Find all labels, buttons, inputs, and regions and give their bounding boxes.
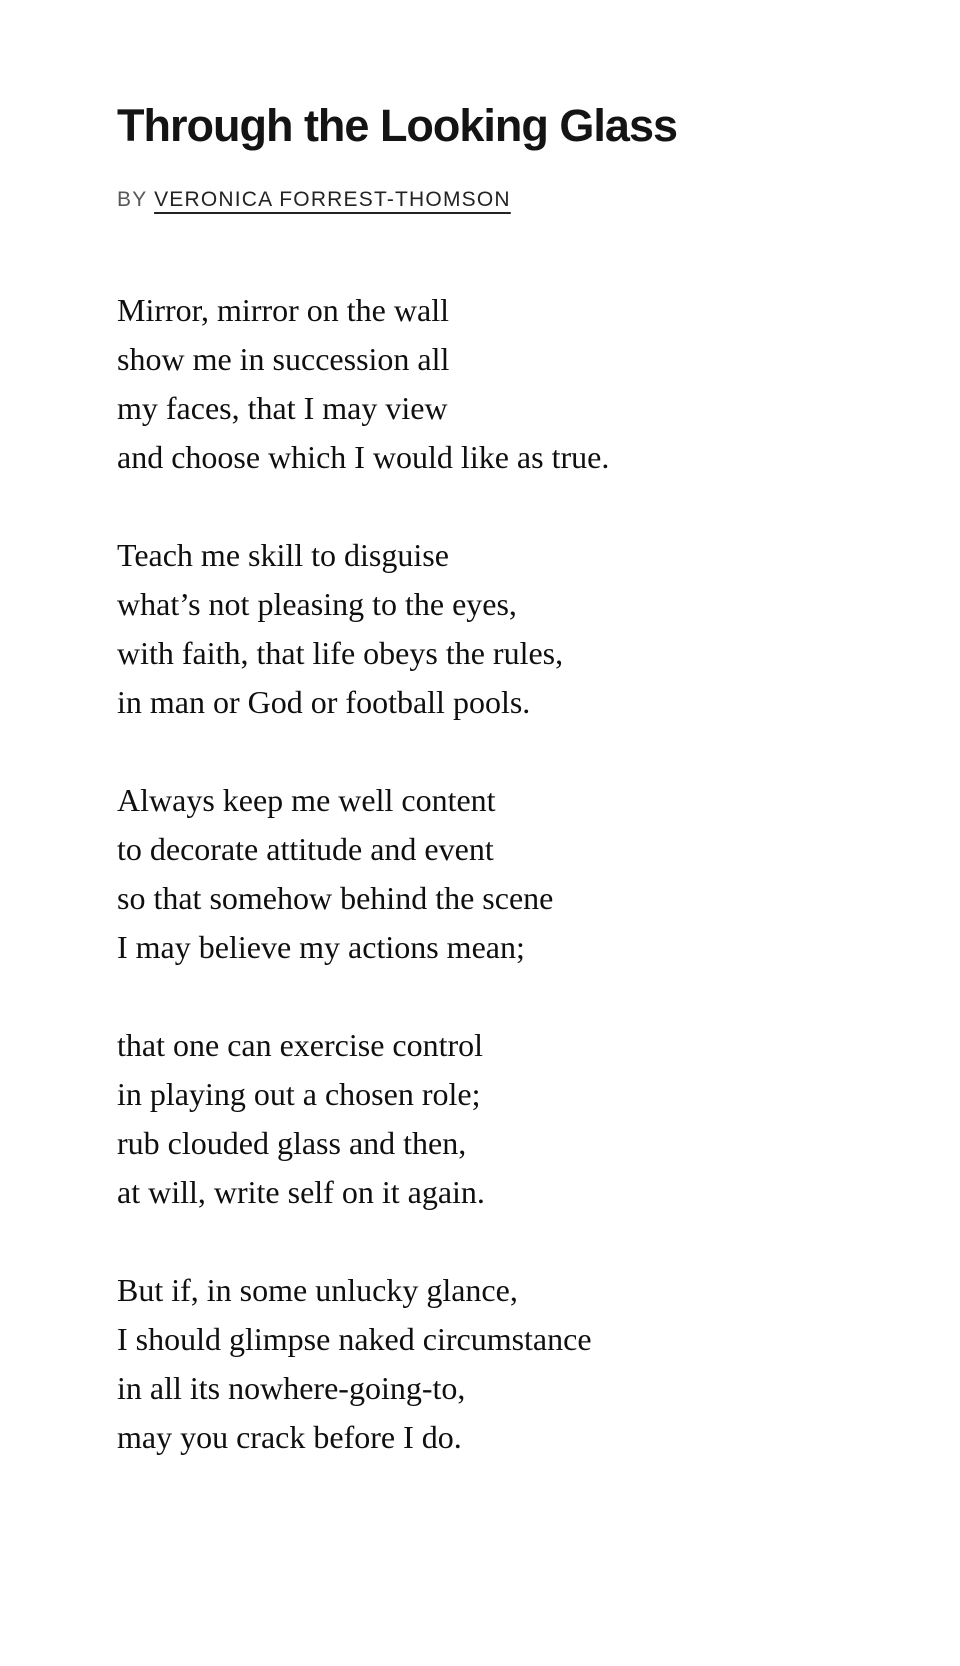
poem-title: Through the Looking Glass	[117, 100, 677, 151]
stanza-4	[117, 1021, 843, 1217]
poem-line: in all its nowhere-going-to,	[117, 1369, 466, 1406]
poem-line: what’s not pleasing to the eyes,	[117, 585, 517, 622]
author-link[interactable]: VERONICA FORREST-THOMSON	[154, 187, 511, 211]
stanza-5	[117, 1266, 843, 1462]
stanza-1	[117, 286, 843, 482]
poem-line: to decorate attitude and event	[117, 830, 494, 867]
poem-line: Teach me skill to disguise	[117, 536, 449, 573]
poem-line: that one can exercise control	[117, 1026, 484, 1063]
poem-line: Mirror, mirror on the wall	[117, 291, 449, 328]
poem-line: But if, in some unlucky glance,	[117, 1271, 518, 1308]
poem-line: so that somehow behind the scene	[117, 879, 554, 916]
poem-body	[117, 286, 843, 1462]
stanza-2	[117, 531, 843, 727]
poem-line: in playing out a chosen role;	[117, 1075, 481, 1112]
poem-line: show me in succession all	[117, 340, 450, 377]
poem-line: my faces, that I may view	[117, 389, 448, 426]
poem-line: rub clouded glass and then,	[117, 1124, 467, 1161]
poem-line: I should glimpse naked circumstance	[117, 1320, 592, 1357]
poem-line: Always keep me well content	[117, 781, 496, 818]
stanza-3	[117, 776, 843, 972]
poem-line: in man or God or football pools.	[117, 683, 531, 720]
poem-line: at will, write self on it again.	[117, 1173, 485, 1210]
poem-line: with faith, that life obeys the rules,	[117, 634, 564, 671]
byline-prefix: BY	[117, 187, 148, 211]
poem-line: may you crack before I do.	[117, 1418, 462, 1455]
poem-line: I may believe my actions mean;	[117, 928, 525, 965]
poem-line: and choose which I would like as true.	[117, 438, 610, 475]
byline	[117, 187, 843, 213]
